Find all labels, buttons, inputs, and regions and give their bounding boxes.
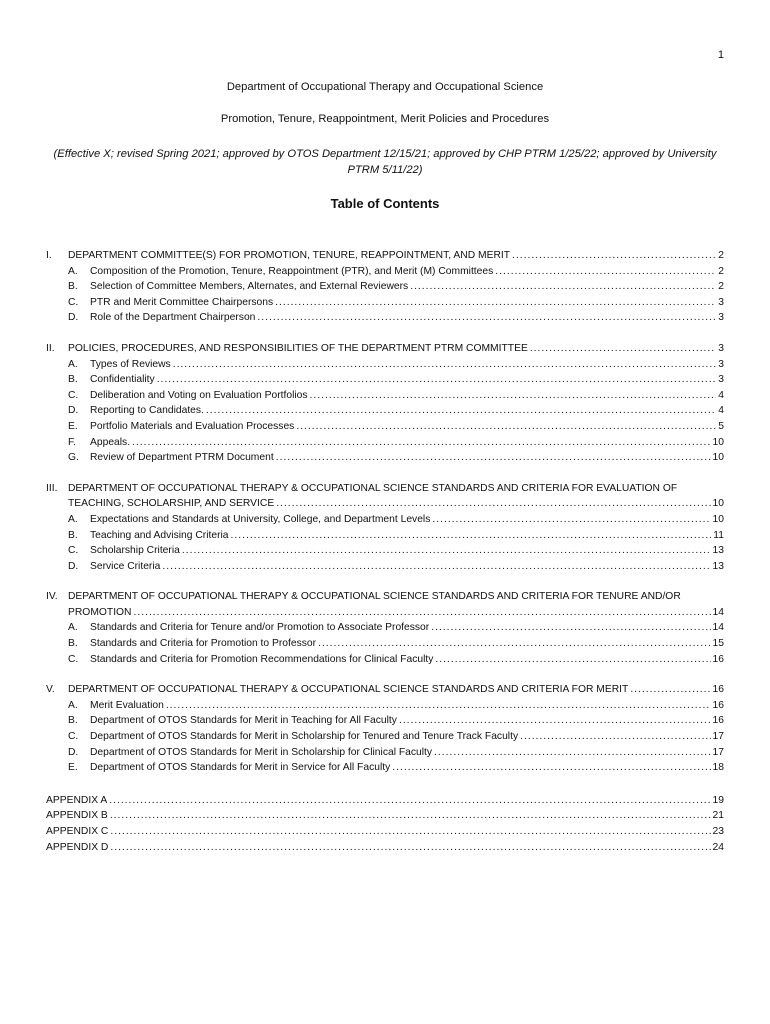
entry-page: 16 <box>712 653 724 665</box>
entry-letter: B. <box>68 638 78 650</box>
toc-appendix[interactable] <box>46 840 724 856</box>
dot-leader <box>157 372 717 388</box>
entry-title: Portfolio Materials and Evaluation Processes <box>90 420 295 432</box>
toc-section-heading[interactable] <box>46 589 724 605</box>
appendix-page: 23 <box>712 826 724 837</box>
toc-entry[interactable] <box>46 620 724 636</box>
entry-letter: B. <box>68 715 78 727</box>
section-title: DEPARTMENT OF OCCUPATIONAL THERAPY & OCCUPATIONAL SCIENCE STANDARDS AND CRITERIA FOR MERIT <box>68 684 629 696</box>
entry-page: 2 <box>718 281 724 293</box>
toc-entry[interactable] <box>46 388 724 404</box>
section-number: IV. <box>46 591 58 603</box>
dot-leader <box>530 341 716 357</box>
toc-entry[interactable] <box>46 745 724 761</box>
appendix-title: APPENDIX D <box>46 841 109 853</box>
entry-title: Appeals. <box>90 436 131 448</box>
table-of-contents <box>46 248 724 855</box>
section-title: DEPARTMENT COMMITTEE(S) FOR PROMOTION, TENURE, REAPPOINTMENT, AND MERIT <box>68 250 511 261</box>
entry-title: Reporting to Candidates. <box>90 405 204 417</box>
toc-entry[interactable] <box>46 295 724 311</box>
toc-section-heading[interactable] <box>46 341 724 357</box>
entry-letter: A. <box>68 358 78 370</box>
dot-leader <box>275 295 716 311</box>
section-title-continued: TEACHING, SCHOLARSHIP, AND SERVICE <box>68 498 275 510</box>
dot-leader <box>435 652 710 668</box>
section-title: DEPARTMENT OF OCCUPATIONAL THERAPY & OCCUPATIONAL SCIENCE STANDARDS AND CRITERIA FOR EVALUATION OF <box>68 482 678 494</box>
toc-entry[interactable] <box>46 419 724 435</box>
entry-title: Scholarship Criteria <box>90 545 180 557</box>
dot-leader <box>296 419 716 435</box>
section-number: V. <box>46 684 55 696</box>
entry-page: 15 <box>712 638 724 650</box>
dot-leader <box>276 496 710 512</box>
entry-letter: D. <box>68 405 79 417</box>
toc-section-heading[interactable] <box>46 481 724 497</box>
entry-page: 14 <box>712 622 724 634</box>
dot-leader <box>134 605 711 621</box>
section-title: DEPARTMENT OF OCCUPATIONAL THERAPY & OCCUPATIONAL SCIENCE STANDARDS AND CRITERIA FOR TENURE AND/OR <box>68 591 681 603</box>
entry-title: PTR and Merit Committee Chairpersons <box>90 296 274 308</box>
dot-leader <box>399 713 711 729</box>
entry-title: Department of OTOS Standards for Merit in Scholarship for Clinical Faculty <box>90 746 433 758</box>
toc-section-heading[interactable] <box>46 682 724 698</box>
section-number: III. <box>46 482 58 494</box>
entry-title: Department of OTOS Standards for Merit in Scholarship for Tenured and Tenure Track Faculty <box>90 731 519 743</box>
entry-letter: B. <box>68 374 78 386</box>
entry-letter: A. <box>68 699 78 711</box>
dot-leader <box>162 559 710 575</box>
dot-leader <box>257 310 716 326</box>
entry-letter: D. <box>68 560 79 572</box>
entry-page: 18 <box>712 762 724 774</box>
entry-title: Confidentiality <box>90 374 155 386</box>
entry-letter: C. <box>68 653 79 665</box>
dot-leader <box>410 279 716 295</box>
entry-title: Deliberation and Voting on Evaluation Portfolios <box>90 389 308 401</box>
entry-letter: B. <box>68 529 78 541</box>
section-page: 2 <box>718 250 724 261</box>
section-title: POLICIES, PROCEDURES, AND RESPONSIBILITIES OF THE DEPARTMENT PTRM COMMITTEE <box>68 342 528 354</box>
entry-title: Composition of the Promotion, Tenure, Reappointment (PTR), and Merit (M) Committees <box>90 265 494 277</box>
dot-leader <box>392 760 710 776</box>
dot-leader <box>206 403 716 419</box>
appendix-title: APPENDIX C <box>46 826 109 837</box>
page-number: 1 <box>717 49 724 61</box>
dot-leader <box>318 636 710 652</box>
appendix-page: 19 <box>712 794 724 806</box>
toc-appendix[interactable] <box>46 808 724 824</box>
entry-page: 17 <box>712 731 724 743</box>
entry-page: 5 <box>718 420 724 432</box>
entry-title: Department of OTOS Standards for Merit in Service for All Faculty <box>90 762 391 774</box>
entry-title: Service Criteria <box>90 560 161 572</box>
entry-title: Standards and Criteria for Promotion Recommendations for Clinical Faculty <box>90 653 434 665</box>
entry-letter: E. <box>68 420 78 432</box>
entry-letter: E. <box>68 762 78 774</box>
toc-title: Table of Contents <box>330 196 440 211</box>
toc-entry[interactable] <box>46 559 724 575</box>
entry-page: 2 <box>718 265 724 277</box>
dot-leader <box>109 793 710 809</box>
dot-leader <box>520 729 710 745</box>
section-page: 3 <box>718 342 724 354</box>
dot-leader <box>431 620 710 636</box>
effective-note: (Effective X; revised Spring 2021; approved by OTOS Department 12/15/21; approved by CHP PTRM 1/25/22; approved by University PTRM 5/11/22) <box>53 148 717 176</box>
toc-entry[interactable] <box>46 543 724 559</box>
toc-appendix[interactable] <box>46 793 724 809</box>
entry-title: Department of OTOS Standards for Merit in Teaching for All Faculty <box>90 715 397 727</box>
toc-entry[interactable] <box>46 528 724 544</box>
entry-page: 16 <box>712 715 724 727</box>
entry-title: Merit Evaluation <box>90 699 164 711</box>
entry-title: Standards and Criteria for Promotion to Professor <box>90 638 317 650</box>
entry-page: 3 <box>718 296 724 308</box>
entry-letter: A. <box>68 265 78 277</box>
entry-title: Role of the Department Chairperson <box>90 312 256 324</box>
entry-letter: C. <box>68 731 79 743</box>
entry-page: 3 <box>718 374 724 386</box>
toc-entry[interactable] <box>46 760 724 776</box>
toc-entry[interactable] <box>46 512 724 528</box>
toc-section <box>46 682 724 776</box>
dot-leader <box>173 357 717 373</box>
entry-letter: C. <box>68 296 79 308</box>
entry-page: 4 <box>718 389 724 401</box>
appendix-title: APPENDIX B <box>46 810 108 822</box>
toc-section-heading-continued[interactable] <box>46 605 724 621</box>
dot-leader <box>434 745 711 761</box>
entry-page: 3 <box>718 312 724 324</box>
entry-title: Expectations and Standards at University, College, and Department Levels <box>90 513 431 525</box>
entry-page: 10 <box>712 436 724 448</box>
toc-entry[interactable] <box>46 372 724 388</box>
entry-page: 10 <box>712 513 724 525</box>
entry-letter: D. <box>68 746 79 758</box>
entry-page: 16 <box>712 699 724 711</box>
toc-entry[interactable] <box>46 636 724 652</box>
toc-entry[interactable] <box>46 652 724 668</box>
entry-letter: D. <box>68 312 79 324</box>
entry-title: Selection of Committee Members, Alternates, and External Reviewers <box>90 281 409 293</box>
toc-section <box>46 481 724 575</box>
toc-entry[interactable] <box>46 450 724 466</box>
dot-leader <box>231 528 712 544</box>
dot-leader <box>432 512 710 528</box>
toc-entry[interactable] <box>46 435 724 451</box>
section-page: 10 <box>712 498 724 510</box>
toc-entry[interactable] <box>46 729 724 745</box>
dot-leader <box>310 388 717 404</box>
section-title-continued: PROMOTION <box>68 606 132 618</box>
toc-entry[interactable] <box>46 713 724 729</box>
toc-section <box>46 589 724 667</box>
toc-section <box>46 248 724 326</box>
dot-leader <box>630 682 710 698</box>
entry-page: 10 <box>712 452 724 464</box>
entry-letter: C. <box>68 389 79 401</box>
section-page: 14 <box>712 606 724 618</box>
toc-entry[interactable] <box>46 279 724 295</box>
entry-letter: C. <box>68 545 79 557</box>
entry-title: Types of Reviews <box>90 358 171 370</box>
entry-page: 13 <box>712 545 724 557</box>
dot-leader <box>182 543 711 559</box>
toc-entry[interactable] <box>46 698 724 714</box>
dot-leader <box>110 808 711 824</box>
dot-leader <box>132 435 710 451</box>
department-title: Department of Occupational Therapy and Occupational Science <box>226 81 544 93</box>
toc-section-heading-continued[interactable] <box>46 496 724 512</box>
section-page: 16 <box>712 684 724 696</box>
entry-page: 3 <box>718 358 724 370</box>
toc-section <box>46 341 724 466</box>
dot-leader <box>166 698 711 714</box>
entry-page: 17 <box>712 746 724 758</box>
toc-entry[interactable] <box>46 310 724 326</box>
toc-entry[interactable] <box>46 357 724 373</box>
entry-title: Teaching and Advising Criteria <box>90 529 229 541</box>
document-subtitle: Promotion, Tenure, Reappointment, Merit Policies and Procedures <box>220 113 550 125</box>
entry-page: 11 <box>713 529 724 541</box>
dot-leader <box>110 840 710 856</box>
toc-entry[interactable] <box>46 403 724 419</box>
toc-appendix[interactable] <box>46 824 724 840</box>
section-number: II. <box>46 342 55 354</box>
appendix-page: 24 <box>712 841 724 853</box>
entry-letter: A. <box>68 513 78 525</box>
entry-title: Review of Department PTRM Document <box>90 452 274 464</box>
entry-letter: F. <box>68 436 77 448</box>
dot-leader <box>110 824 710 840</box>
appendix-title: APPENDIX A <box>46 794 108 806</box>
appendix-page: 21 <box>712 810 724 822</box>
entry-title: Standards and Criteria for Tenure and/or Promotion to Associate Professor <box>90 622 430 634</box>
dot-leader <box>276 450 711 466</box>
dot-leader <box>495 264 716 280</box>
entry-page: 4 <box>718 405 724 417</box>
section-number: I. <box>46 250 52 261</box>
entry-letter: A. <box>68 622 78 634</box>
entry-letter: G. <box>68 452 79 464</box>
entry-letter: B. <box>68 281 78 293</box>
toc-section-heading[interactable] <box>46 248 724 264</box>
toc-appendices <box>46 793 724 855</box>
entry-page: 13 <box>712 560 724 572</box>
dot-leader <box>512 248 716 264</box>
toc-entry[interactable] <box>46 264 724 280</box>
